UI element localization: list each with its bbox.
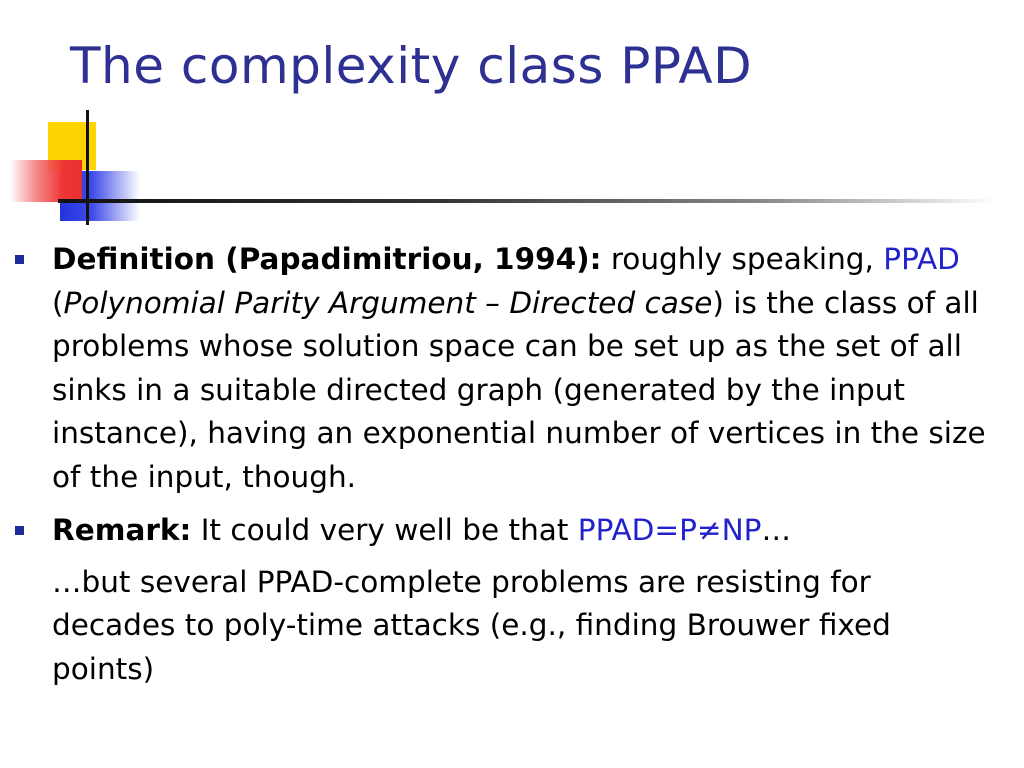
slide-title: The complexity class PPAD (70, 37, 753, 95)
bullet-list (52, 238, 1002, 691)
definition-text-1: roughly speaking, (601, 242, 884, 276)
definition-label: Definition (Papadimitriou, 1994): (52, 242, 602, 276)
ppad-equation: PPAD=P≠NP (577, 513, 762, 547)
ppad-term: PPAD (883, 242, 960, 276)
definition-text-2: ( (52, 285, 64, 320)
bullet-square-icon (15, 255, 24, 264)
remark-text-1: It could very well be that (191, 513, 578, 547)
remark-ellipsis: … (761, 513, 791, 547)
bullet-square-icon (15, 526, 24, 535)
logo-red-square (10, 160, 82, 202)
logo-vertical-line (86, 110, 89, 225)
remark-continuation: …but several PPAD-complete problems are resisting for decades to poly-time attacks (e.g., finding Brouwer fixed points) (52, 564, 891, 686)
title-divider (58, 199, 998, 203)
remark-label: Remark: (52, 513, 192, 547)
ppad-expansion: Polynomial Parity Argument – Directed case (63, 285, 713, 320)
definition-text-3: ) is the class of all problems whose solution space can be set up as the set of all sinks in a suitable directed graph (generated by the input instance), having an exponential number of vertices in the size of the input, though. (52, 285, 986, 494)
bullet-remark (52, 509, 1002, 691)
logo-graphic (10, 110, 150, 225)
bullet-definition (52, 238, 1002, 499)
